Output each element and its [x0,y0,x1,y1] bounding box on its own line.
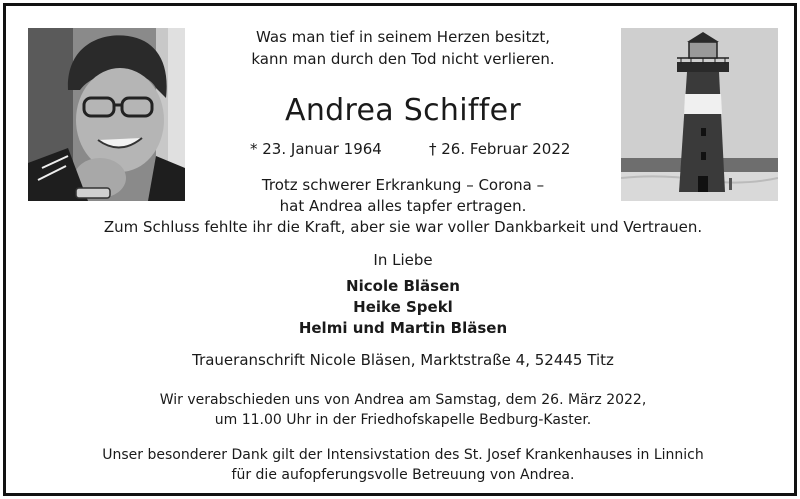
lighthouse-photo [621,28,778,201]
story-line: hat Andrea alles tapfer ertragen. [279,197,527,215]
family-names [6,276,800,339]
verse-line: Was man tief in seinem Herzen besitzt, [255,28,550,46]
birth-date: * 23. Januar 1964 [250,140,382,158]
family-member: Helmi und Martin Bläsen [298,319,508,337]
death-date: † 26. Februar 2022 [429,140,571,158]
story-line: Zum Schluss fehlte ihr die Kraft, aber sie war voller Dankbarkeit und Vertrauen. [103,218,703,236]
family-member: Nicole Bläsen [346,277,460,295]
story-line: Trotz schwerer Erkrankung – Corona – [261,176,545,194]
service-line: Wir verabschieden uns von Andrea am Samstag, dem 26. März 2022, [159,392,647,408]
service-info [6,390,800,430]
mourning-address: Traueranschrift Nicole Bläsen, Marktstraße 4, 52445 Titz [192,351,614,369]
obituary-notice [3,3,797,496]
family-member: Heike Spekl [353,298,453,316]
service-line: um 11.00 Uhr in der Friedhofskapelle Bedburg-Kaster. [214,412,592,428]
thanks-text [6,445,800,485]
deceased-name: Andrea Schiffer [285,93,521,128]
in-love-label: In Liebe [373,251,433,269]
thanks-line: für die aufopferungsvolle Betreuung von Andrea. [231,467,575,483]
verse-line: kann man durch den Tod nicht verlieren. [251,50,555,68]
thanks-line: Unser besonderer Dank gilt der Intensivstation des St. Josef Krankenhauses in Linnich [102,447,704,463]
